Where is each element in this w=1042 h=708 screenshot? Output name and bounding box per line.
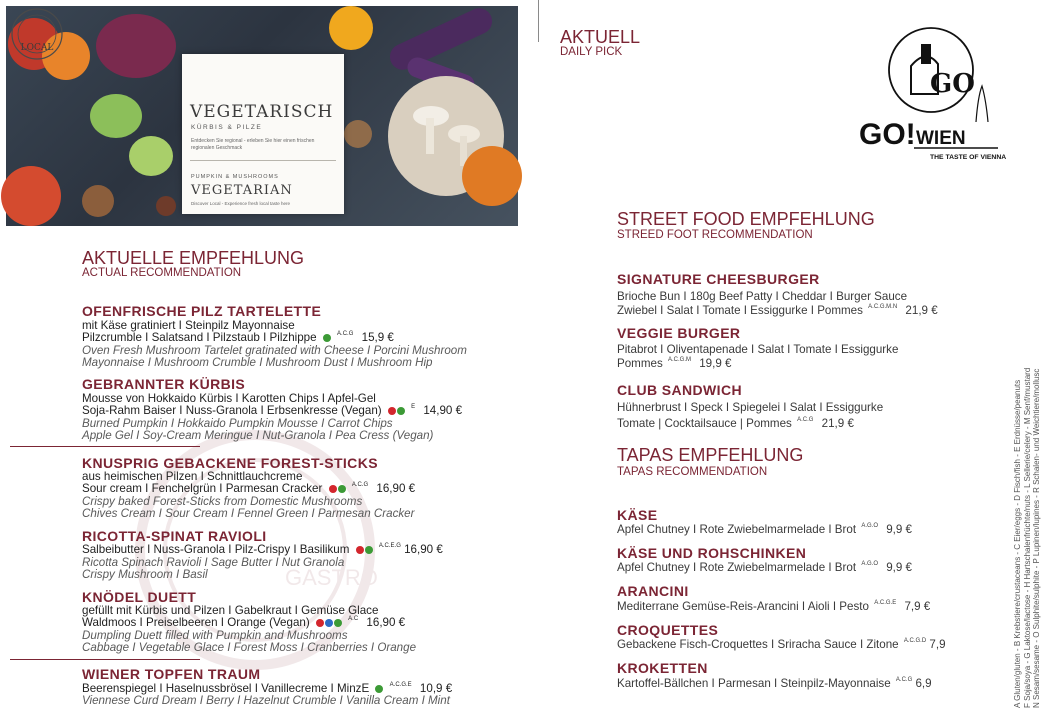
menu-item-name: KÄSE UND ROHSCHINKEN — [617, 545, 807, 561]
menu-item-description-price — [82, 543, 443, 557]
menu-item-name: ARANCINI — [617, 583, 689, 599]
menu-item-price: 16,90 € — [404, 543, 443, 556]
vegan-icon — [316, 619, 324, 627]
local-seal-icon — [6, 6, 68, 62]
menu-item-translation: Burned Pumpkin I Hokkaido Pumpkin Mousse I Carrot Chips — [82, 417, 393, 430]
menu-item-description: gefüllt mit Kürbis und Pilzen I Gabelkraut I Gemüse Glace — [82, 604, 379, 617]
menu-item-description-price — [617, 523, 912, 536]
menu-item-name: SIGNATURE CHEESBURGER — [617, 271, 820, 287]
diet-badges — [356, 544, 374, 557]
menu-item-translation: Chives Cream I Sour Cream I Fennel Green I Parmesan Cracker — [82, 507, 415, 520]
tapas-section-subtitle: TAPAS RECOMMENDATION — [617, 466, 768, 478]
header-divider — [538, 0, 539, 42]
allergen-codes: A.C.G.E — [389, 682, 412, 688]
allergen-codes: A.C.G.D — [903, 638, 927, 644]
card-en-subtitle: PUMPKIN & MUSHROOMS — [191, 174, 279, 180]
menu-item-description: Kartoffel-Bällchen I Parmesan I Steinpilz-Mayonnaise — [617, 677, 891, 690]
allergen-codes: A.C.G.M.N — [868, 304, 898, 310]
vegetarian-info-card — [182, 54, 344, 214]
allergen-legend — [1013, 368, 1042, 708]
menu-item-description: Apfel Chutney I Rote Zwiebelmarmelade I Brot — [617, 561, 857, 574]
menu-item-description: Pilzcrumble I Salatsand I Pilzstaub I Pilzhippe — [82, 331, 317, 344]
card-en-description: Discover Local - Experience fresh local taste here — [191, 201, 291, 206]
menu-item-description-price — [617, 304, 938, 317]
menu-item-name: GEBRANNTER KÜRBIS — [82, 376, 246, 392]
menu-item-description-price — [82, 331, 394, 345]
section-rule — [10, 659, 200, 660]
menu-item-price: 9,9 € — [886, 523, 913, 536]
menu-item-description-price — [82, 616, 405, 630]
vegetarian-icon — [323, 334, 331, 342]
allergen-codes: A.C.G — [797, 417, 814, 423]
menu-item-price: 9,9 € — [886, 561, 913, 574]
menu-item-translation: Viennese Curd Dream I Berry I Hazelnut Crumble I Vanilla Cream I Mint — [82, 694, 450, 707]
actual-section-title: AKTUELLE EMPFEHLUNG — [82, 248, 305, 268]
page-title: AKTUELL — [560, 27, 641, 47]
allergen-codes: E — [411, 404, 416, 410]
menu-item-name: KNUSPRIG GEBACKENE FOREST-STICKS — [82, 455, 378, 471]
menu-item-name: KROKETTEN — [617, 660, 708, 676]
actual-section-subtitle: ACTUAL RECOMMENDATION — [82, 267, 242, 279]
hero-food-photo — [6, 6, 518, 226]
menu-item-name: CLUB SANDWICH — [617, 382, 742, 398]
menu-item-price: 21,9 € — [821, 417, 854, 430]
menu-item-description: Salbeibutter I Nuss-Granola I Pilz-Crispy I Basilikum — [82, 543, 350, 556]
street-section-title: STREET FOOD EMPFEHLUNG — [617, 209, 875, 229]
allergen-codes: A.C — [348, 616, 359, 622]
allergen-codes: A.C.G — [337, 331, 354, 337]
logo-brand-city: WIEN — [916, 128, 966, 149]
menu-item-price: 19,9 € — [699, 357, 732, 370]
allergen-codes: A.G.O — [861, 523, 878, 529]
menu-item-description-price — [617, 357, 731, 370]
vegetarian-icon — [338, 485, 346, 493]
menu-item-name: VEGGIE BURGER — [617, 325, 741, 341]
menu-item-description-price — [617, 677, 932, 690]
section-rule — [10, 446, 200, 447]
watermark-text: GASTRO — [285, 565, 378, 590]
allergen-codes: A.G.O — [861, 561, 878, 567]
allergen-codes: A.C.G — [895, 677, 913, 683]
menu-item-price: 14,90 € — [423, 404, 463, 417]
menu-item-description: Sour cream I Fenchelgrün I Parmesan Cracker — [82, 482, 323, 495]
card-description: Entdecken Sie regional - erleben Sie hier einen frischen regionalen Geschmack — [191, 138, 315, 151]
menu-item-description-price — [617, 417, 854, 430]
menu-item-description: Hühnerbrust I Speck I Spiegelei I Salat I Essiggurke — [617, 401, 884, 414]
vegetarian-icon — [375, 685, 383, 693]
menu-item-price: 16,90 € — [376, 482, 416, 495]
menu-item-description: mit Käse gratiniert I Steinpilz Mayonnaise — [82, 319, 295, 332]
menu-item-description: aus heimischen Pilzen I Schnittlauchcreme — [82, 470, 303, 483]
vegan-icon — [329, 485, 337, 493]
menu-item-translation: Oven Fresh Mushroom Tartelet gratinated with Cheese I Porcini Mushroom — [82, 344, 467, 357]
tapas-section-title: TAPAS EMPFEHLUNG — [617, 445, 804, 465]
seal-text: LOCAL — [20, 43, 54, 53]
menu-item-description-price — [82, 482, 415, 496]
menu-item-translation: Apple Gel I Soy-Cream Meringue I Nut-Granola I Pea Cress (Vegan) — [82, 429, 434, 442]
menu-item-description: Gebackene Fisch-Croquettes I Sriracha Sauce I Zitone — [617, 638, 899, 651]
menu-item-translation: Crispy baked Forest-Sticks from Domestic Mushrooms — [82, 495, 363, 508]
page-subtitle: DAILY PICK — [560, 46, 623, 58]
menu-item-price: 7,9 € — [904, 600, 931, 613]
vegan-icon — [356, 546, 364, 554]
card-title: VEGETARISCH — [190, 102, 334, 122]
menu-item-price: 21,9 € — [905, 304, 938, 317]
menu-item-name: CROQUETTES — [617, 622, 719, 638]
menu-item-description: Tomate | Cocktailsauce | Pommes — [617, 417, 792, 430]
allergen-legend-line: N Sesam/sesame - O Sulphite/sulphite - P Lupinen/lupines - R Schalen- und Weichtiere/mollusc — [1032, 368, 1041, 708]
fish-free-icon — [325, 619, 333, 627]
allergen-codes: A.C.G.E — [874, 600, 897, 606]
menu-item-price: 10,9 € — [419, 682, 453, 695]
menu-item-price: 6,9 — [915, 677, 932, 690]
menu-item-price: 16,90 € — [366, 616, 406, 629]
menu-item-description-price — [617, 561, 912, 574]
menu-item-description-price — [82, 404, 462, 418]
menu-item-translation: Dumpling Duett filled with Pumpkin and Mushrooms — [82, 629, 348, 642]
menu-item-description: Mousse von Hokkaido Kürbis I Karotten Chips I Apfel-Gel — [82, 392, 376, 405]
vegetarian-icon — [334, 619, 342, 627]
card-en-title: VEGETARIAN — [191, 183, 293, 198]
menu-item-description: Zwiebel I Salat I Tomate I Essiggurke I Pommes — [617, 304, 863, 317]
logo-brand: GO! — [859, 118, 916, 151]
vegetarian-icon — [397, 407, 405, 415]
menu-item-description: Mediterrane Gemüse-Reis-Arancini I Aioli I Pesto — [617, 600, 869, 613]
allergen-codes: A.C.G — [351, 482, 369, 488]
menu-item-name: WIENER TOPFEN TRAUM — [82, 666, 261, 682]
menu-item-translation: Cabbage I Vegetable Glace I Forest Moss I Cranberries I Orange — [82, 641, 417, 654]
menu-item-translation: Ricotta Spinach Ravioli I Sage Butter I Nut Granola — [82, 556, 345, 569]
allergen-legend-line: A Gluten/gluten - B Krebstiere/crustaceans - C Eier/eggs - D Fisch/fish - E Erdnüsse/peanuts — [1013, 379, 1022, 708]
menu-item-name: KÄSE — [617, 507, 658, 523]
menu-item-name: RICOTTA-SPINAT RAVIOLI — [82, 528, 267, 544]
logo-tagline: THE TASTE OF VIENNA — [930, 154, 1007, 161]
menu-item-price: 7,9 — [929, 638, 946, 651]
menu-item-translation: Mayonnaise I Mushroom Crumble I Mushroom Dust I Mushroom Hip — [82, 356, 433, 369]
menu-item-description-price — [617, 600, 930, 613]
street-section-subtitle: STREED FOOT RECOMMENDATION — [617, 229, 813, 241]
menu-item-name: OFENFRISCHE PILZ TARTELETTE — [82, 303, 322, 319]
menu-item-translation: Crispy Mushroom I Basil — [82, 568, 208, 581]
go-wien-logo — [856, 26, 1006, 171]
card-subtitle: KÜRBIS & PILZE — [191, 124, 263, 131]
menu-item-description: Pommes — [617, 357, 663, 370]
menu-item-description: Apfel Chutney I Rote Zwiebelmarmelade I Brot — [617, 523, 857, 536]
menu-item-description: Soja-Rahm Baiser I Nuss-Granola I Erbsenkresse (Vegan) — [82, 404, 382, 417]
allergen-legend-line: F Soja/soya - G Laktose/lactose - H Hartschalenfrüchte/nuts - L Sellerie/celery - M Senf/mustard — [1022, 367, 1032, 708]
menu-item-description: Brioche Bun I 180g Beef Patty I Cheddar I Burger Sauce — [617, 290, 908, 303]
menu-item-description: Waldmoos I Preiselbeeren I Orange (Vegan) — [82, 616, 310, 629]
menu-item-description: Beerenspiegel I Haselnussbrösel I Vanillecreme I MinzE — [82, 682, 370, 695]
allergen-codes: A.C.E.G — [378, 543, 401, 549]
vegan-icon — [388, 407, 396, 415]
menu-item-description-price — [617, 638, 946, 651]
menu-item-name: KNÖDEL DUETT — [82, 589, 197, 605]
allergen-codes: A.C.G.M — [667, 357, 691, 363]
menu-item-price: 15,9 € — [361, 331, 394, 344]
menu-item-description: Pitabrot I Oliventapenade I Salat I Tomate I Essiggurke — [617, 343, 899, 356]
svg-text:GO: GO — [930, 69, 975, 99]
vegetarian-icon — [365, 546, 373, 554]
card-divider — [190, 160, 336, 161]
